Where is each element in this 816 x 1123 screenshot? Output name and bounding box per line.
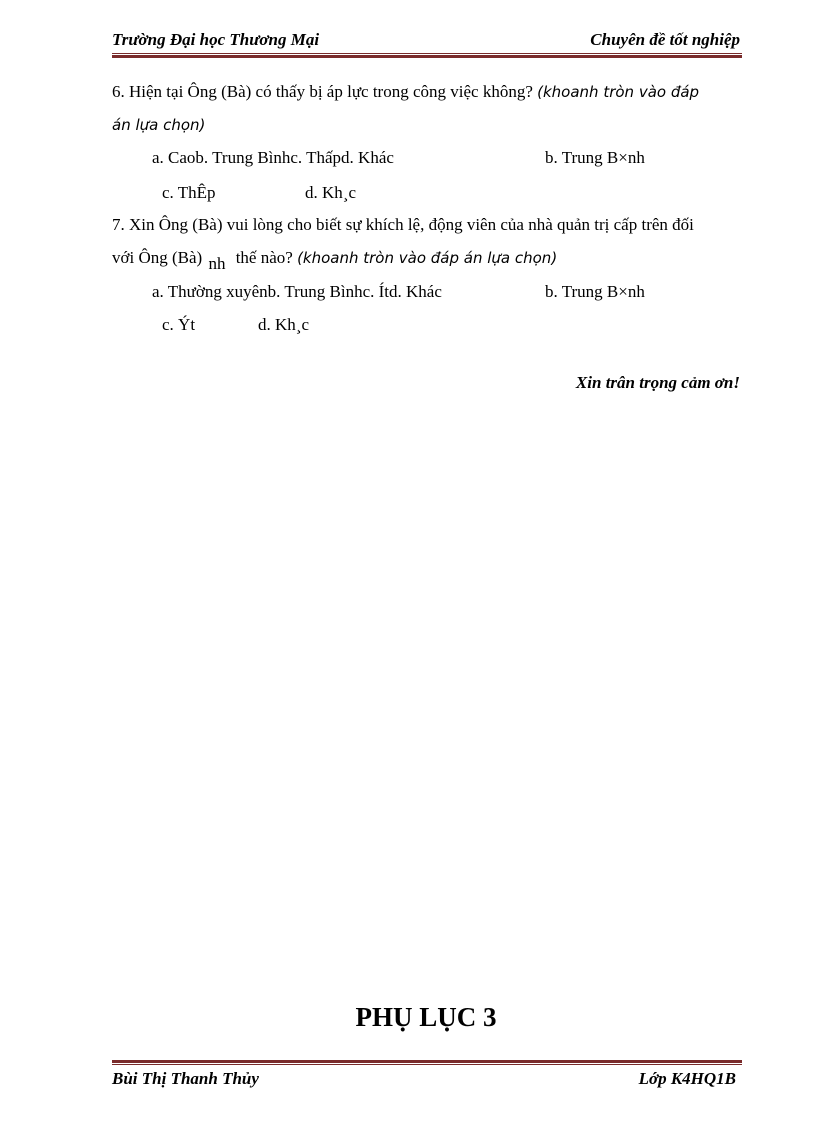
question-7-line2: [112, 248, 558, 273]
question-6-text: 6. Hiện tại Ông (Bà) có thấy bị áp lực trong công việc không?: [112, 82, 533, 101]
question-7-subscript: nh: [208, 254, 226, 273]
question-6-option-c: c. ThÊp: [162, 183, 216, 202]
footer-rule: [112, 1059, 742, 1065]
appendix-title: PHỤ LỤC 3: [355, 1002, 497, 1032]
question-7-text-b: với Ông (Bà): [112, 248, 203, 267]
header-rule: [112, 53, 742, 58]
question-7-note: (khoanh tròn vào đáp án lựa chọn): [297, 249, 558, 267]
thanks-note: Xin trân trọng cảm ơn!: [575, 373, 740, 392]
question-7-text: 7. Xin Ông (Bà) vui lòng cho biết sự khích lệ, động viên của nhà quản trị cấp trên đối: [112, 215, 694, 234]
question-6-options-left: a. Caob. Trung Bìnhc. Thấpd. Khác: [152, 148, 394, 167]
question-7-text-c: thế nào?: [235, 248, 293, 267]
footer-author: Bùi Thị Thanh Thủy: [112, 1069, 259, 1088]
question-7-option-c: c. Ýt: [162, 315, 196, 334]
question-6-option-b: b. Trung B×nh: [545, 148, 645, 167]
header-school: Trường Đại học Thương Mại: [112, 30, 320, 49]
question-7-option-d: d. Kh¸c: [258, 315, 309, 334]
question-6-note: (khoanh tròn vào đáp: [537, 83, 700, 101]
footer-class: Lớp K4HQ1B: [638, 1069, 736, 1088]
question-6-option-d: d. Kh¸c: [305, 183, 356, 202]
question-6: [112, 82, 699, 102]
question-7-options-left: a. Thường xuyênb. Trung Bìnhc. Ítd. Khác: [152, 282, 442, 301]
header-title: Chuyên đề tốt nghiệp: [590, 30, 740, 49]
question-7-option-b: b. Trung B×nh: [545, 282, 645, 301]
question-6-note-cont: án lựa chọn): [112, 116, 206, 134]
